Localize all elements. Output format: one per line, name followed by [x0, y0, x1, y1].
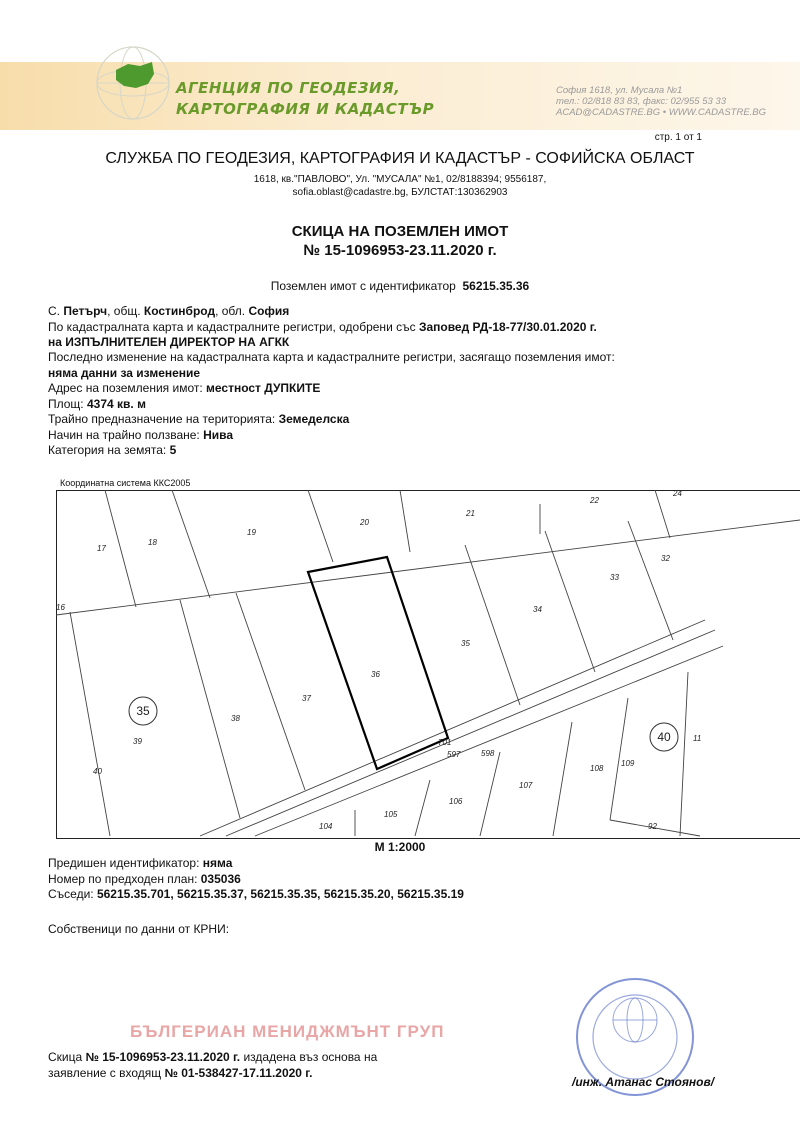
neighbors-line	[48, 887, 464, 902]
watermark-text: БЪЛГЕРИАН МЕНИДЖМЪНТ ГРУП	[130, 1022, 445, 1041]
purpose-line	[48, 412, 349, 427]
parcel-label-32: 32	[661, 554, 670, 563]
agency-name-line2: КАРТОГРАФИЯ И КАДАСТЪР	[176, 100, 435, 118]
address-label: Адрес на поземления имот:	[48, 381, 207, 395]
parcel-label-105: 105	[384, 810, 398, 819]
identifier-label: Поземлен имот с идентификатор	[270, 279, 456, 293]
parcel-label-701: 701	[438, 738, 452, 747]
parcel-label-18: 18	[148, 538, 157, 547]
coordinate-system-label: Координатна система ККС2005	[60, 478, 191, 488]
area-value: 4374 кв. м	[86, 397, 146, 411]
category-line	[48, 443, 176, 458]
parcel-label-16: 16	[56, 603, 65, 612]
parcel-label-19: 19	[247, 528, 256, 537]
contact-address: София 1618, ул. Мусала №1	[556, 85, 683, 96]
parcel-label-597: 597	[447, 750, 461, 759]
parcel-label-598: 598	[481, 749, 495, 758]
region-label: , обл.	[215, 304, 249, 318]
issued-number: № 15-1096953-23.11.2020 г.	[85, 1050, 241, 1064]
usage-value: Нива	[203, 428, 234, 442]
identifier-line	[0, 279, 800, 293]
neighbors-value: 56215.35.701, 56215.35.37, 56215.35.35, 56215.35.20, 56215.35.19	[96, 887, 464, 901]
location-line	[48, 304, 289, 319]
request-line	[48, 1066, 312, 1081]
map-scale: М 1:2000	[374, 840, 426, 854]
previous-plan-line	[48, 872, 241, 887]
signature-name: /инж. Атанас Стоянов/	[572, 1075, 715, 1089]
owners-label: Собственици по данни от КРНИ:	[48, 922, 230, 936]
last-change-label: Последно изменение на кадастралната карта и кадастралните регистри, засягащо поземления имот:	[48, 350, 615, 364]
area-label: Площ:	[48, 397, 87, 411]
parcel-label-106: 106	[449, 797, 463, 806]
parcel-label-37: 37	[302, 694, 311, 703]
contact-web: ACAD@CADASTRE.BG • WWW.CADASTRE.BG	[556, 107, 767, 118]
parcel-label-39: 39	[133, 737, 142, 746]
parcel-label-35: 35	[461, 639, 470, 648]
document-title: СКИЦА НА ПОЗЕМЛЕН ИМОТ	[291, 223, 509, 240]
previous-id-value: няма	[202, 856, 233, 870]
contact-phone: тел.: 02/818 83 83, факс: 02/955 53 33	[556, 96, 727, 107]
office-address	[0, 173, 800, 199]
parcel-label-11: 11	[693, 734, 702, 743]
approval-order: Заповед РД-18-77/30.01.2020 г.	[418, 320, 597, 334]
village-name: Петърч	[63, 304, 108, 318]
last-change-line	[48, 366, 200, 381]
request-prefix: заявление с входящ	[48, 1066, 165, 1080]
parcel-label-107: 107	[519, 781, 533, 790]
parcel-label-17: 17	[97, 544, 106, 553]
issued-text: издадена въз основа на	[240, 1050, 378, 1064]
parcel-label-38: 38	[231, 714, 240, 723]
previous-id-label: Предишен идентификатор:	[48, 856, 203, 870]
parcel-label-34: 34	[533, 605, 542, 614]
parcel-label-33: 33	[610, 573, 619, 582]
agency-name-line1: АГЕНЦИЯ ПО ГЕОДЕЗИЯ,	[176, 79, 401, 97]
request-number: № 01-538427-17.11.2020 г.	[164, 1066, 313, 1080]
parcel-label-109: 109	[621, 759, 635, 768]
office-title: СЛУЖБА ПО ГЕОДЕЗИЯ, КАРТОГРАФИЯ И КАДАСТЪР - СОФИЙСКА ОБЛАСТ	[105, 150, 695, 167]
municipality-name: Костинброд	[143, 304, 216, 318]
issued-line	[48, 1050, 377, 1065]
parcel-label-22: 22	[590, 496, 599, 505]
approval-authority-line	[48, 335, 289, 350]
agency-globe-logo	[94, 44, 172, 122]
parcel-label-36: 36	[371, 670, 380, 679]
municipality-label: , общ.	[107, 304, 144, 318]
category-label: Категория на земята:	[48, 443, 170, 457]
zone-label-40: 40	[657, 730, 671, 744]
address-value: местност ДУПКИТЕ	[206, 381, 321, 395]
usage-line	[48, 428, 233, 443]
approval-text: По кадастралната карта и кадастралните регистри, одобрени със	[48, 320, 419, 334]
page-number: стр. 1 от 1	[654, 132, 702, 143]
agency-name	[176, 78, 434, 120]
issued-prefix: Скица	[48, 1050, 86, 1064]
parcel-label-21: 21	[466, 509, 475, 518]
document-number: № 15-1096953-23.11.2020 г.	[303, 242, 497, 259]
parcel-label-24: 24	[673, 490, 682, 498]
category-value: 5	[169, 443, 177, 457]
parcel-label-108: 108	[590, 764, 604, 773]
office-address-line2: sofia.oblast@cadastre.bg, БУЛСТАТ:130362903	[292, 187, 508, 198]
approval-line	[48, 320, 597, 335]
zone-label-35: 35	[136, 704, 150, 718]
identifier-value: 56215.35.36	[462, 279, 530, 293]
region-name: София	[248, 304, 290, 318]
parcel-label-92: 92	[648, 822, 657, 831]
purpose-value: Земеделска	[278, 412, 350, 426]
previous-id-line	[48, 856, 232, 871]
parcel-label-20: 20	[360, 518, 369, 527]
usage-label: Начин на трайно ползване:	[48, 428, 204, 442]
previous-plan-label: Номер по предходен план:	[48, 872, 201, 886]
village-prefix: С.	[48, 304, 64, 318]
approval-authority: на ИЗПЪЛНИТЕЛЕН ДИРЕКТОР НА АГКК	[48, 335, 290, 349]
cadastral-map	[56, 490, 800, 837]
parcel-label-104: 104	[319, 822, 333, 831]
previous-plan-value: 035036	[200, 872, 241, 886]
area-line	[48, 397, 146, 412]
last-change-value: няма данни за изменение	[48, 366, 201, 380]
purpose-label: Трайно предназначение на територията:	[48, 412, 279, 426]
agency-contact	[556, 85, 766, 118]
neighbors-label: Съседи:	[48, 887, 97, 901]
parcel-label-40: 40	[93, 767, 102, 776]
address-line	[48, 381, 320, 396]
office-address-line1: 1618, кв."ПАВЛОВО", Ул. "МУСАЛА" №1, 02/8188394; 9556187,	[253, 174, 547, 185]
